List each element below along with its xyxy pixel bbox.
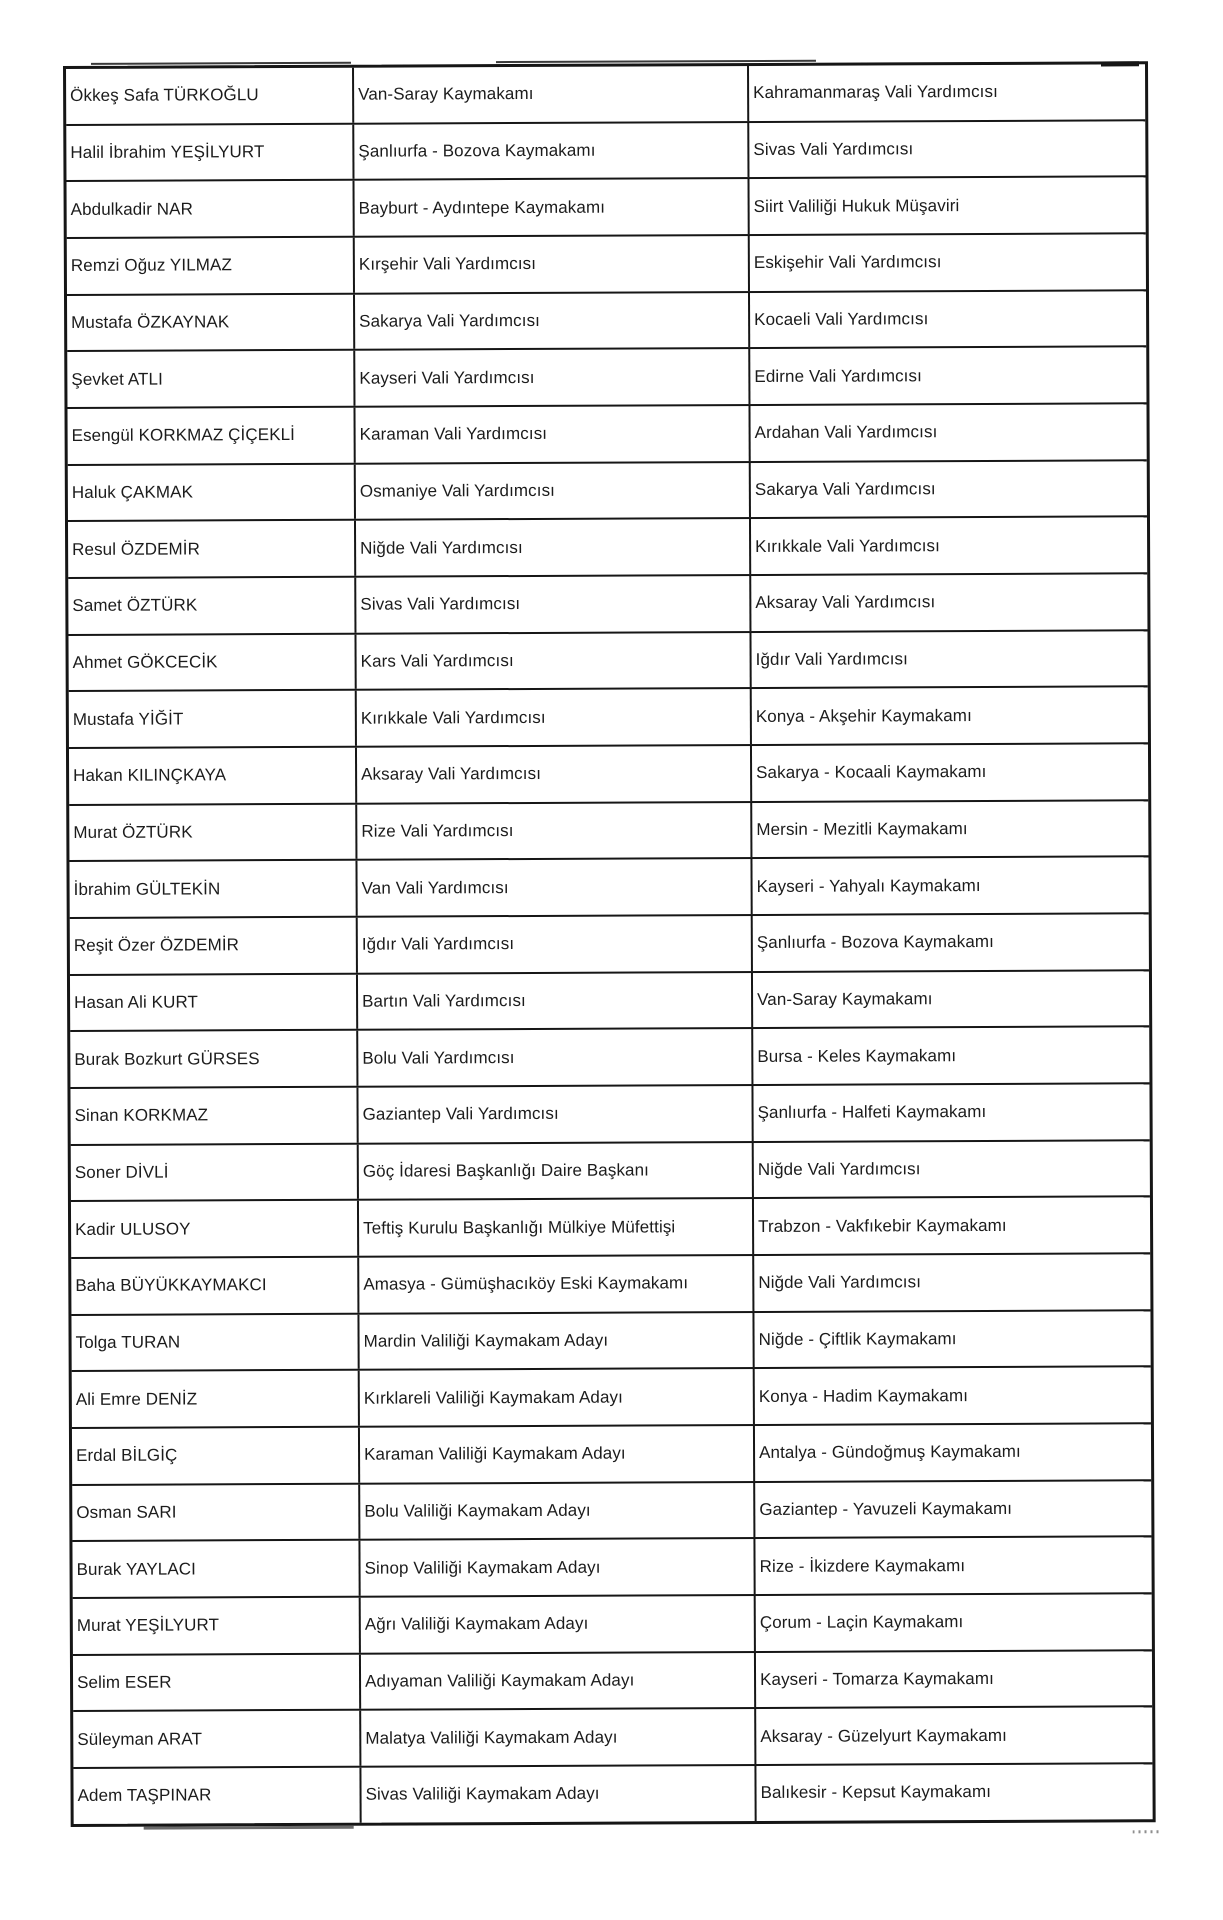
scan-artifact [1133,1830,1159,1833]
previous-post-cell: Göç İdaresi Başkanlığı Daire Başkanı [359,1143,754,1199]
new-post-cell: Sakarya - Kocaali Kaymakamı [756,762,987,783]
person-name-cell: Murat YEŞİLYURT [73,1598,361,1654]
new-post-cell: Van-Saray Kaymakamı [757,989,933,1010]
person-name-cell: Murat ÖZTÜRK [69,804,357,860]
table-row [70,971,1149,1032]
previous-post-cell: Mardin Valiliği Kaymakam Adayı [359,1313,754,1369]
previous-post-cell: Bolu Vali Yardımcısı [358,1029,753,1085]
new-post-cell: Kahramanmaraş Vali Yardımcısı [753,82,998,103]
person-name-cell: Mustafa ÖZKAYNAK [67,294,355,350]
table-row [71,1254,1150,1315]
previous-post-cell: Amasya - Gümüşhacıköy Eski Kaymakamı [359,1256,754,1312]
person-name-cell: Halil İbrahim YEŞİLYURT [66,124,354,180]
table-row [67,234,1146,295]
table-row [67,404,1146,465]
table-row [68,461,1147,522]
person-name-cell: Selim ESER [73,1655,361,1711]
table-row [67,178,1146,239]
table-row [72,1481,1151,1542]
table-row [71,1311,1150,1372]
person-name-cell: Hakan KILINÇKAYA [69,748,357,804]
previous-post-cell: Teftiş Kurulu Başkanlığı Mülkiye Müfettişi [359,1199,754,1255]
person-name-cell: Baha BÜYÜKKAYMAKCI [71,1258,359,1314]
table-row [71,1141,1150,1202]
person-name-cell: Reşit Özer ÖZDEMİR [70,918,358,974]
new-post-cell: Kayseri - Tomarza Kaymakamı [760,1669,994,1690]
previous-post-cell: Bartın Vali Yardımcısı [358,973,753,1029]
new-post-cell: Balıkesir - Kepsut Kaymakamı [760,1782,992,1803]
person-name-cell: Sinan KORKMAZ [70,1088,358,1144]
new-post-cell: Ardahan Vali Yardımcısı [754,422,938,443]
previous-post-cell: Kırşehir Vali Yardımcısı [355,236,750,292]
new-post-cell: Kocaeli Vali Yardımcısı [754,309,929,330]
person-name-cell: Adem TAŞPINAR [73,1768,361,1824]
table-row [70,914,1149,975]
new-post-cell: Iğdır Vali Yardımcısı [755,649,908,670]
table-row [73,1764,1152,1823]
person-name-cell: Mustafa YİĞİT [69,691,357,747]
person-name-cell: Süleyman ARAT [73,1711,361,1767]
previous-post-cell: Iğdır Vali Yardımcısı [358,916,753,972]
previous-post-cell: Kırklareli Valiliği Kaymakam Adayı [360,1369,755,1425]
scan-artifact [144,1826,354,1830]
new-post-cell: Kayseri - Yahyalı Kaymakamı [756,875,981,896]
scan-artifact [496,60,816,63]
new-post-cell: Niğde Vali Yardımcısı [757,1159,921,1180]
previous-post-cell: Van-Saray Kaymakamı [354,66,749,122]
new-post-cell: Sivas Vali Yardımcısı [753,139,914,159]
new-post-cell: Niğde Vali Yardımcısı [758,1272,922,1293]
person-name-cell: İbrahim GÜLTEKİN [69,861,357,917]
new-post-cell: Edirne Vali Yardımcısı [754,365,922,386]
new-post-cell: Konya - Akşehir Kaymakamı [755,705,972,726]
previous-post-cell: Adıyaman Valiliği Kaymakam Adayı [361,1653,756,1709]
person-name-cell: Samet ÖZTÜRK [68,578,356,634]
person-name-cell: Şevket ATLI [67,351,355,407]
table-row [67,291,1146,352]
person-name-cell: Ökkeş Safa TÜRKOĞLU [66,68,354,124]
previous-post-cell: Van Vali Yardımcısı [357,859,752,915]
previous-post-cell: Şanlıurfa - Bozova Kaymakamı [354,123,749,179]
person-name-cell: Kadir ULUSOY [71,1201,359,1257]
table-row [69,801,1148,862]
table-row [68,518,1147,579]
table-row [73,1594,1152,1655]
person-name-cell: Esengül KORKMAZ ÇİÇEKLİ [67,408,355,464]
previous-post-cell: Malatya Valiliği Kaymakam Adayı [361,1709,756,1765]
table-row [71,1198,1150,1259]
table-row [69,744,1148,805]
previous-post-cell: Sivas Vali Yardımcısı [356,576,751,632]
new-post-cell: Konya - Hadim Kaymakamı [758,1385,969,1406]
new-post-cell: Niğde - Çiftlik Kaymakamı [758,1329,957,1350]
previous-post-cell: Karaman Valiliği Kaymakam Adayı [360,1426,755,1482]
new-post-cell: Rize - İkizdere Kaymakamı [759,1555,966,1576]
table-row [68,574,1147,635]
previous-post-cell: Bolu Valiliği Kaymakam Adayı [360,1483,755,1539]
person-name-cell: Remzi Oğuz YILMAZ [67,238,355,294]
new-post-cell: Trabzon - Vakfıkebir Kaymakamı [758,1215,1007,1236]
new-post-cell: Antalya - Gündoğmuş Kaymakamı [759,1442,1021,1463]
previous-post-cell: Karaman Vali Yardımcısı [355,406,750,462]
new-post-cell: Sakarya Vali Yardımcısı [754,479,936,500]
person-name-cell: Tolga TURAN [71,1314,359,1370]
person-name-cell: Osman SARI [72,1485,360,1541]
person-name-cell: Erdal BİLGİÇ [72,1428,360,1484]
new-post-cell: Aksaray - Güzelyurt Kaymakamı [760,1725,1007,1746]
previous-post-cell: Kars Vali Yardımcısı [356,633,751,689]
previous-post-cell: Sakarya Vali Yardımcısı [355,293,750,349]
scan-artifact [91,62,351,65]
person-name-cell: Haluk ÇAKMAK [68,464,356,520]
new-post-cell: Kırıkkale Vali Yardımcısı [755,535,940,556]
person-name-cell: Hasan Ali KURT [70,974,358,1030]
previous-post-cell: Gaziantep Vali Yardımcısı [358,1086,753,1142]
person-name-cell: Burak Bozkurt GÜRSES [70,1031,358,1087]
table-row [73,1651,1152,1712]
person-name-cell: Ali Emre DENİZ [72,1371,360,1427]
table-row [66,121,1145,182]
table-row [67,348,1146,409]
table-row [69,858,1148,919]
new-post-cell: Gaziantep - Yavuzeli Kaymakamı [759,1498,1013,1520]
previous-post-cell: Sinop Valiliği Kaymakam Adayı [360,1539,755,1595]
previous-post-cell: Osmaniye Vali Yardımcısı [356,463,751,519]
new-post-cell: Siirt Valiliği Hukuk Müşaviri [753,195,960,216]
previous-post-cell: Kırıkkale Vali Yardımcısı [357,689,752,745]
table-row [72,1368,1151,1429]
table-row [68,631,1147,692]
new-post-cell: Eskişehir Vali Yardımcısı [753,252,942,273]
person-name-cell: Ahmet GÖKCECİK [68,634,356,690]
previous-post-cell: Sivas Valiliği Kaymakam Adayı [361,1766,756,1822]
person-name-cell: Burak YAYLACI [72,1541,360,1597]
new-post-cell: Aksaray Vali Yardımcısı [755,592,936,613]
table-row [70,1028,1149,1089]
table-row [66,64,1145,125]
previous-post-cell: Bayburt - Aydıntepe Kaymakamı [355,179,750,235]
table-row [72,1538,1151,1599]
new-post-cell: Bursa - Keles Kaymakamı [757,1045,957,1066]
previous-post-cell: Niğde Vali Yardımcısı [356,519,751,575]
previous-post-cell: Rize Vali Yardımcısı [357,803,752,859]
person-name-cell: Abdulkadir NAR [67,181,355,237]
previous-post-cell: Ağrı Valiliği Kaymakam Adayı [361,1596,756,1652]
person-name-cell: Soner DİVLİ [71,1144,359,1200]
table-row [72,1424,1151,1485]
new-post-cell: Mersin - Mezitli Kaymakamı [756,819,968,840]
previous-post-cell: Kayseri Vali Yardımcısı [355,349,750,405]
table-row [73,1708,1152,1769]
new-post-cell: Şanlıurfa - Halfeti Kaymakamı [757,1102,987,1123]
table-row [70,1084,1149,1145]
person-name-cell: Resul ÖZDEMİR [68,521,356,577]
appointments-table [63,61,1156,1827]
new-post-cell: Şanlıurfa - Bozova Kaymakamı [756,932,994,953]
previous-post-cell: Aksaray Vali Yardımcısı [357,746,752,802]
new-post-cell: Çorum - Laçin Kaymakamı [759,1612,964,1633]
table-row [69,688,1148,749]
